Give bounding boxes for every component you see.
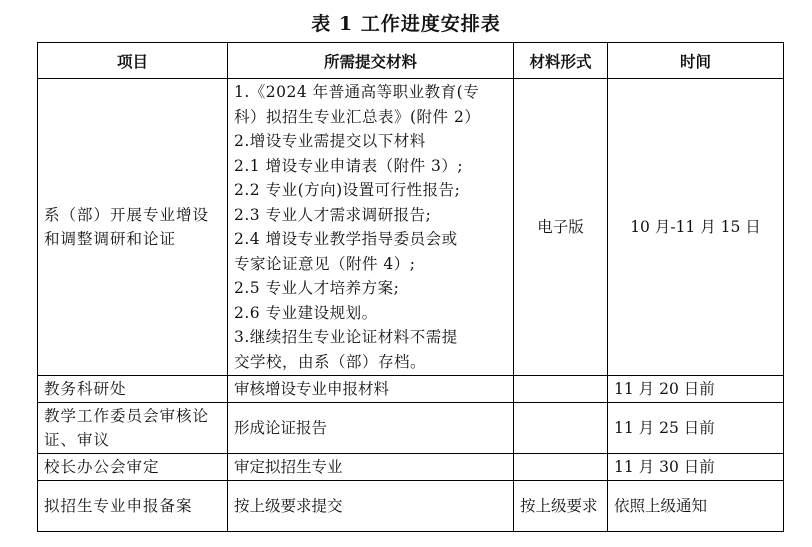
table-row bbox=[38, 454, 784, 481]
header-form: 材料形式 bbox=[514, 43, 608, 79]
item-cell: 拟招生专业申报备案 bbox=[38, 481, 228, 532]
materials-cell: 形成论证报告 bbox=[228, 403, 514, 454]
materials-line: 2.3 专业人才需求调研报告; bbox=[234, 205, 432, 224]
materials-cell bbox=[228, 79, 514, 376]
time-cell: 依照上级通知 bbox=[608, 481, 784, 532]
item-cell: 教务科研处 bbox=[38, 376, 228, 403]
header-materials: 所需提交材料 bbox=[228, 43, 514, 79]
schedule-table bbox=[37, 42, 784, 532]
materials-line: 2.4 增设专业教学指导委员会或 bbox=[234, 230, 458, 248]
table-row bbox=[38, 481, 784, 532]
header-row bbox=[38, 43, 784, 79]
header-time: 时间 bbox=[608, 43, 784, 79]
materials-line: 2.5 专业人才培养方案; bbox=[234, 279, 400, 297]
materials-line: 2.6 专业建设规划。 bbox=[234, 303, 378, 322]
materials-line: 2.1 增设专业申请表（附件 3）; bbox=[234, 156, 464, 175]
materials-line: 3.继续招生专业论证材料不需提 bbox=[234, 328, 458, 346]
time-cell: 10 月-11 月 15 日 bbox=[608, 79, 784, 376]
time-cell: 11 月 30 日前 bbox=[608, 454, 784, 481]
item-cell: 校长办公会审定 bbox=[38, 454, 228, 481]
materials-line: 专家论证意见（附件 4）; bbox=[234, 254, 416, 273]
time-cell: 11 月 20 日前 bbox=[608, 376, 784, 403]
table-row bbox=[38, 376, 784, 403]
table-title: 表 1 工作进度安排表 bbox=[311, 13, 501, 35]
form-cell: 电子版 bbox=[514, 79, 608, 376]
form-cell bbox=[514, 376, 608, 403]
form-cell: 按上级要求 bbox=[514, 481, 608, 532]
materials-line: 2.2 专业(方向)设置可行性报告; bbox=[234, 181, 461, 199]
materials-cell: 审定拟招生专业 bbox=[228, 454, 514, 481]
table-row bbox=[38, 403, 784, 454]
materials-line: 交学校，由系（部）存档。 bbox=[234, 352, 427, 371]
item-cell: 系（部）开展专业增设和调整调研和论证 bbox=[38, 79, 228, 376]
form-cell bbox=[514, 403, 608, 454]
materials-cell: 审核增设专业申报材料 bbox=[228, 376, 514, 403]
time-cell: 11 月 25 日前 bbox=[608, 403, 784, 454]
materials-list bbox=[234, 79, 507, 375]
materials-cell: 按上级要求提交 bbox=[228, 481, 514, 532]
item-cell: 教学工作委员会审核论证、审议 bbox=[38, 403, 228, 454]
table-row bbox=[38, 79, 784, 376]
materials-line: 1.《2024 年普通高等职业教育(专 bbox=[234, 83, 480, 101]
materials-line: 2.增设专业需提交以下材料 bbox=[234, 132, 426, 150]
materials-line: 科）拟招生专业汇总表》(附件 2） bbox=[234, 107, 481, 126]
header-item: 项目 bbox=[38, 43, 228, 79]
form-cell bbox=[514, 454, 608, 481]
